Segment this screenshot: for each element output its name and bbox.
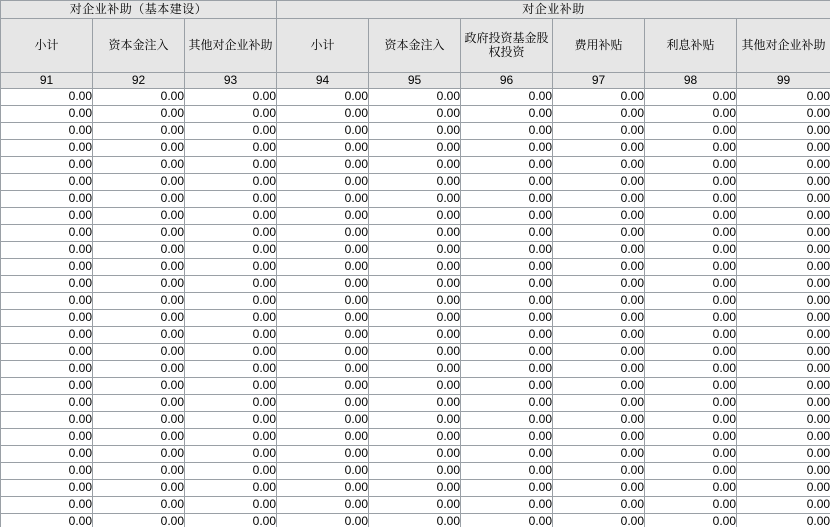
table-body: [1, 89, 830, 527]
table-cell[interactable]: 0.00: [369, 276, 461, 293]
table-cell[interactable]: 0.00: [461, 89, 553, 106]
table-row[interactable]: [1, 89, 830, 106]
table-cell[interactable]: 0.00: [553, 89, 645, 106]
table-cell[interactable]: 0.00: [737, 225, 830, 242]
table-cell[interactable]: 0.00: [645, 378, 737, 395]
table-cell[interactable]: 0.00: [1, 123, 93, 140]
table-cell[interactable]: 0.00: [461, 225, 553, 242]
table-cell[interactable]: 0.00: [553, 174, 645, 191]
table-cell[interactable]: 0.00: [1, 463, 93, 480]
table-cell[interactable]: 0.00: [461, 242, 553, 259]
table-row[interactable]: [1, 242, 830, 259]
column-header-98: 利息补贴: [645, 19, 737, 73]
table-cell[interactable]: 0.00: [737, 480, 830, 497]
table-cell[interactable]: 0.00: [369, 514, 461, 527]
table-cell[interactable]: 0.00: [277, 191, 369, 208]
table-cell[interactable]: 0.00: [369, 123, 461, 140]
table-cell[interactable]: 0.00: [185, 429, 277, 446]
table-cell[interactable]: 0.00: [277, 480, 369, 497]
table-cell[interactable]: 0.00: [737, 276, 830, 293]
table-cell[interactable]: 0.00: [645, 429, 737, 446]
table-cell[interactable]: 0.00: [645, 293, 737, 310]
table-cell[interactable]: 0.00: [645, 140, 737, 157]
table-cell[interactable]: 0.00: [369, 361, 461, 378]
table-cell[interactable]: 0.00: [1, 106, 93, 123]
table-cell[interactable]: 0.00: [737, 208, 830, 225]
table-cell[interactable]: 0.00: [277, 395, 369, 412]
table-cell[interactable]: 0.00: [553, 514, 645, 527]
table-cell[interactable]: 0.00: [461, 123, 553, 140]
table-cell[interactable]: 0.00: [277, 497, 369, 514]
table-cell[interactable]: 0.00: [93, 123, 185, 140]
table-cell[interactable]: 0.00: [737, 310, 830, 327]
table-cell[interactable]: 0.00: [185, 361, 277, 378]
table-row[interactable]: [1, 327, 830, 344]
table-cell[interactable]: 0.00: [645, 497, 737, 514]
table-cell[interactable]: 0.00: [277, 208, 369, 225]
table-cell[interactable]: 0.00: [1, 89, 93, 106]
table-cell[interactable]: 0.00: [553, 412, 645, 429]
table-cell[interactable]: 0.00: [185, 344, 277, 361]
table-cell[interactable]: 0.00: [737, 497, 830, 514]
table-cell[interactable]: 0.00: [185, 191, 277, 208]
table-cell[interactable]: 0.00: [645, 89, 737, 106]
table-cell[interactable]: 0.00: [369, 446, 461, 463]
table-cell[interactable]: 0.00: [645, 480, 737, 497]
table-cell[interactable]: 0.00: [277, 174, 369, 191]
column-number-95: 95: [369, 73, 461, 89]
table-cell[interactable]: 0.00: [645, 123, 737, 140]
table-cell[interactable]: 0.00: [1, 412, 93, 429]
table-cell[interactable]: 0.00: [369, 259, 461, 276]
table-cell[interactable]: 0.00: [553, 463, 645, 480]
column-header-96: 政府投资基金股权投资: [461, 19, 553, 73]
table-row[interactable]: [1, 174, 830, 191]
table-cell[interactable]: 0.00: [553, 497, 645, 514]
table-cell[interactable]: 0.00: [1, 480, 93, 497]
table-row[interactable]: [1, 310, 830, 327]
table-cell[interactable]: 0.00: [185, 497, 277, 514]
table-cell[interactable]: 0.00: [553, 361, 645, 378]
table-cell[interactable]: 0.00: [645, 225, 737, 242]
table-cell[interactable]: 0.00: [737, 361, 830, 378]
table-row[interactable]: [1, 429, 830, 446]
table-cell[interactable]: 0.00: [553, 225, 645, 242]
table-cell[interactable]: 0.00: [1, 327, 93, 344]
table-cell[interactable]: 0.00: [461, 480, 553, 497]
table-cell[interactable]: 0.00: [737, 293, 830, 310]
table-cell[interactable]: 0.00: [553, 395, 645, 412]
table-row[interactable]: [1, 191, 830, 208]
table-row[interactable]: [1, 157, 830, 174]
table-cell[interactable]: 0.00: [93, 344, 185, 361]
table-cell[interactable]: 0.00: [277, 225, 369, 242]
column-number-93: 93: [185, 73, 277, 89]
table-cell[interactable]: 0.00: [1, 361, 93, 378]
table-row[interactable]: [1, 361, 830, 378]
table-cell[interactable]: 0.00: [461, 259, 553, 276]
table-cell[interactable]: 0.00: [93, 395, 185, 412]
table-cell[interactable]: 0.00: [93, 446, 185, 463]
column-number-91: 91: [1, 73, 93, 89]
table-cell[interactable]: 0.00: [737, 242, 830, 259]
table-cell[interactable]: 0.00: [185, 259, 277, 276]
table-cell[interactable]: 0.00: [645, 327, 737, 344]
table-cell[interactable]: 0.00: [553, 276, 645, 293]
table-cell[interactable]: 0.00: [185, 378, 277, 395]
table-cell[interactable]: 0.00: [1, 225, 93, 242]
table-cell[interactable]: 0.00: [737, 412, 830, 429]
table-cell[interactable]: 0.00: [1, 395, 93, 412]
table-row[interactable]: [1, 463, 830, 480]
table-cell[interactable]: 0.00: [553, 310, 645, 327]
table-cell[interactable]: 0.00: [369, 310, 461, 327]
table-cell[interactable]: 0.00: [737, 446, 830, 463]
table-cell[interactable]: 0.00: [277, 293, 369, 310]
table-cell[interactable]: 0.00: [737, 106, 830, 123]
table-cell[interactable]: 0.00: [645, 157, 737, 174]
table-cell[interactable]: 0.00: [277, 361, 369, 378]
table-cell[interactable]: 0.00: [93, 327, 185, 344]
table-row[interactable]: [1, 395, 830, 412]
table-cell[interactable]: 0.00: [553, 157, 645, 174]
group-header-enterprise-subsidy: 对企业补助: [277, 1, 830, 19]
table-cell[interactable]: 0.00: [369, 327, 461, 344]
table-cell[interactable]: 0.00: [277, 123, 369, 140]
column-header-99: 其他对企业补助: [737, 19, 830, 73]
table-cell[interactable]: 0.00: [185, 310, 277, 327]
table-cell[interactable]: 0.00: [461, 276, 553, 293]
table-cell[interactable]: 0.00: [277, 327, 369, 344]
table-cell[interactable]: 0.00: [369, 106, 461, 123]
table-cell[interactable]: 0.00: [277, 89, 369, 106]
table-cell[interactable]: 0.00: [369, 157, 461, 174]
table-cell[interactable]: 0.00: [461, 446, 553, 463]
table-cell[interactable]: 0.00: [461, 395, 553, 412]
table-cell[interactable]: 0.00: [737, 514, 830, 527]
table-cell[interactable]: 0.00: [461, 310, 553, 327]
table-cell[interactable]: 0.00: [737, 174, 830, 191]
table-cell[interactable]: 0.00: [277, 463, 369, 480]
table-cell[interactable]: 0.00: [185, 106, 277, 123]
table-row[interactable]: [1, 208, 830, 225]
table-cell[interactable]: 0.00: [277, 310, 369, 327]
table-cell[interactable]: 0.00: [461, 344, 553, 361]
table-cell[interactable]: 0.00: [277, 276, 369, 293]
table-cell[interactable]: 0.00: [461, 174, 553, 191]
table-row[interactable]: [1, 514, 830, 527]
table-cell[interactable]: 0.00: [553, 140, 645, 157]
table-cell[interactable]: 0.00: [645, 106, 737, 123]
table-cell[interactable]: 0.00: [461, 361, 553, 378]
table-cell[interactable]: 0.00: [461, 412, 553, 429]
table-cell[interactable]: 0.00: [185, 225, 277, 242]
table-cell[interactable]: 0.00: [461, 327, 553, 344]
table-cell[interactable]: 0.00: [737, 344, 830, 361]
table-row[interactable]: [1, 276, 830, 293]
table-cell[interactable]: 0.00: [369, 191, 461, 208]
table-cell[interactable]: 0.00: [645, 361, 737, 378]
table-cell[interactable]: 0.00: [1, 378, 93, 395]
column-number-row: [1, 73, 830, 89]
table-row[interactable]: [1, 259, 830, 276]
table-cell[interactable]: 0.00: [1, 157, 93, 174]
table-cell[interactable]: 0.00: [185, 140, 277, 157]
table-cell[interactable]: 0.00: [277, 429, 369, 446]
table-cell[interactable]: 0.00: [645, 514, 737, 527]
table-cell[interactable]: 0.00: [1, 429, 93, 446]
column-header-94: 小计: [277, 19, 369, 73]
column-header-row: [1, 19, 830, 73]
table-cell[interactable]: 0.00: [185, 293, 277, 310]
table-cell[interactable]: 0.00: [1, 140, 93, 157]
table-cell[interactable]: 0.00: [1, 259, 93, 276]
table-cell[interactable]: 0.00: [461, 463, 553, 480]
table-cell[interactable]: 0.00: [185, 463, 277, 480]
table-cell[interactable]: 0.00: [553, 378, 645, 395]
table-cell[interactable]: 0.00: [277, 157, 369, 174]
table-cell[interactable]: 0.00: [461, 378, 553, 395]
table-row[interactable]: [1, 344, 830, 361]
column-header-91: 小计: [1, 19, 93, 73]
table-cell[interactable]: 0.00: [369, 378, 461, 395]
table-cell[interactable]: 0.00: [185, 276, 277, 293]
table-cell[interactable]: 0.00: [185, 157, 277, 174]
table-cell[interactable]: 0.00: [277, 514, 369, 527]
table-cell[interactable]: 0.00: [277, 446, 369, 463]
table-cell[interactable]: 0.00: [185, 395, 277, 412]
table-cell[interactable]: 0.00: [93, 361, 185, 378]
column-header-95: 资本金注入: [369, 19, 461, 73]
table-cell[interactable]: 0.00: [185, 123, 277, 140]
table-cell[interactable]: 0.00: [185, 412, 277, 429]
table-cell[interactable]: 0.00: [1, 497, 93, 514]
table-cell[interactable]: 0.00: [553, 191, 645, 208]
group-header-row: [1, 1, 830, 19]
table-row[interactable]: [1, 225, 830, 242]
table-row[interactable]: [1, 106, 830, 123]
table-cell[interactable]: 0.00: [185, 446, 277, 463]
table-cell[interactable]: 0.00: [461, 157, 553, 174]
table-cell[interactable]: 0.00: [461, 191, 553, 208]
table-cell[interactable]: 0.00: [93, 310, 185, 327]
table-cell[interactable]: 0.00: [737, 463, 830, 480]
table-cell[interactable]: 0.00: [737, 395, 830, 412]
column-number-94: 94: [277, 73, 369, 89]
table-row[interactable]: [1, 293, 830, 310]
table-cell[interactable]: 0.00: [645, 344, 737, 361]
table-cell[interactable]: 0.00: [461, 208, 553, 225]
table-cell[interactable]: 0.00: [369, 89, 461, 106]
table-cell[interactable]: 0.00: [369, 429, 461, 446]
table-cell[interactable]: 0.00: [185, 514, 277, 527]
table-cell[interactable]: 0.00: [93, 157, 185, 174]
table-cell[interactable]: 0.00: [277, 242, 369, 259]
table-cell[interactable]: 0.00: [645, 276, 737, 293]
column-header-92: 资本金注入: [93, 19, 185, 73]
table-cell[interactable]: 0.00: [1, 174, 93, 191]
table-cell[interactable]: 0.00: [553, 327, 645, 344]
column-number-99: 99: [737, 73, 830, 89]
table-cell[interactable]: 0.00: [737, 327, 830, 344]
table-cell[interactable]: 0.00: [645, 446, 737, 463]
table-cell[interactable]: 0.00: [93, 276, 185, 293]
table-cell[interactable]: 0.00: [185, 480, 277, 497]
table-cell[interactable]: 0.00: [369, 174, 461, 191]
table-cell[interactable]: 0.00: [1, 293, 93, 310]
table-cell[interactable]: 0.00: [553, 123, 645, 140]
table-cell[interactable]: 0.00: [645, 463, 737, 480]
table-cell[interactable]: 0.00: [93, 429, 185, 446]
table-cell[interactable]: 0.00: [93, 497, 185, 514]
table-cell[interactable]: 0.00: [737, 157, 830, 174]
table-cell[interactable]: 0.00: [369, 140, 461, 157]
table-cell[interactable]: 0.00: [645, 259, 737, 276]
table-row[interactable]: [1, 446, 830, 463]
table-cell[interactable]: 0.00: [93, 378, 185, 395]
table-cell[interactable]: 0.00: [93, 174, 185, 191]
column-number-96: 96: [461, 73, 553, 89]
table-cell[interactable]: 0.00: [645, 208, 737, 225]
table-cell[interactable]: 0.00: [737, 123, 830, 140]
table-cell[interactable]: 0.00: [185, 208, 277, 225]
table-cell[interactable]: 0.00: [93, 106, 185, 123]
table-cell[interactable]: 0.00: [369, 463, 461, 480]
table-cell[interactable]: 0.00: [645, 412, 737, 429]
table-row[interactable]: [1, 378, 830, 395]
table-header: [1, 1, 830, 89]
table-cell[interactable]: 0.00: [461, 497, 553, 514]
table-cell[interactable]: 0.00: [553, 344, 645, 361]
group-header-capital-construction: 对企业补助（基本建设）: [1, 1, 277, 19]
table-cell[interactable]: 0.00: [553, 242, 645, 259]
table-cell[interactable]: 0.00: [369, 208, 461, 225]
table-cell[interactable]: 0.00: [369, 344, 461, 361]
table-cell[interactable]: 0.00: [1, 242, 93, 259]
table-cell[interactable]: 0.00: [737, 191, 830, 208]
table-cell[interactable]: 0.00: [277, 412, 369, 429]
table-cell[interactable]: 0.00: [93, 480, 185, 497]
table-cell[interactable]: 0.00: [1, 514, 93, 527]
table-cell[interactable]: 0.00: [369, 293, 461, 310]
table-cell[interactable]: 0.00: [553, 480, 645, 497]
table-cell[interactable]: 0.00: [553, 208, 645, 225]
table-cell[interactable]: 0.00: [93, 259, 185, 276]
table-cell[interactable]: 0.00: [185, 89, 277, 106]
table-cell[interactable]: 0.00: [553, 259, 645, 276]
table-cell[interactable]: 0.00: [369, 395, 461, 412]
table-cell[interactable]: 0.00: [93, 514, 185, 527]
table-cell[interactable]: 0.00: [93, 89, 185, 106]
table-cell[interactable]: 0.00: [93, 293, 185, 310]
column-header-93: 其他对企业补助: [185, 19, 277, 73]
table-cell[interactable]: 0.00: [737, 259, 830, 276]
table-cell[interactable]: 0.00: [93, 412, 185, 429]
table-cell[interactable]: 0.00: [93, 463, 185, 480]
table-cell[interactable]: 0.00: [93, 140, 185, 157]
table-cell[interactable]: 0.00: [737, 378, 830, 395]
table-cell[interactable]: 0.00: [737, 429, 830, 446]
table-row[interactable]: [1, 480, 830, 497]
table-cell[interactable]: 0.00: [553, 293, 645, 310]
column-header-97: 费用补贴: [553, 19, 645, 73]
table-cell[interactable]: 0.00: [277, 259, 369, 276]
table-cell[interactable]: 0.00: [93, 225, 185, 242]
table-cell[interactable]: 0.00: [1, 446, 93, 463]
table-cell[interactable]: 0.00: [93, 191, 185, 208]
table-cell[interactable]: 0.00: [461, 140, 553, 157]
table-cell[interactable]: 0.00: [645, 310, 737, 327]
table-cell[interactable]: 0.00: [1, 310, 93, 327]
table-cell[interactable]: 0.00: [737, 89, 830, 106]
table-cell[interactable]: 0.00: [645, 242, 737, 259]
table-cell[interactable]: 0.00: [1, 191, 93, 208]
table-cell[interactable]: 0.00: [1, 276, 93, 293]
table-cell[interactable]: 0.00: [461, 514, 553, 527]
table-cell[interactable]: 0.00: [185, 327, 277, 344]
table-cell[interactable]: 0.00: [277, 106, 369, 123]
table-cell[interactable]: 0.00: [645, 191, 737, 208]
table-cell[interactable]: 0.00: [461, 429, 553, 446]
table-cell[interactable]: 0.00: [185, 242, 277, 259]
table-cell[interactable]: 0.00: [93, 208, 185, 225]
table-cell[interactable]: 0.00: [369, 225, 461, 242]
table-cell[interactable]: 0.00: [277, 344, 369, 361]
table-cell[interactable]: 0.00: [553, 106, 645, 123]
table-cell[interactable]: 0.00: [369, 412, 461, 429]
table-row[interactable]: [1, 412, 830, 429]
table-cell[interactable]: 0.00: [369, 480, 461, 497]
table-cell[interactable]: 0.00: [93, 242, 185, 259]
table-cell[interactable]: 0.00: [737, 140, 830, 157]
table-row[interactable]: [1, 497, 830, 514]
column-number-98: 98: [645, 73, 737, 89]
table-cell[interactable]: 0.00: [185, 174, 277, 191]
table-cell[interactable]: 0.00: [645, 395, 737, 412]
table-cell[interactable]: 0.00: [645, 174, 737, 191]
column-number-97: 97: [553, 73, 645, 89]
table-cell[interactable]: 0.00: [461, 106, 553, 123]
table-cell[interactable]: 0.00: [277, 140, 369, 157]
table-cell[interactable]: 0.00: [1, 344, 93, 361]
table-row[interactable]: [1, 140, 830, 157]
table-cell[interactable]: 0.00: [1, 208, 93, 225]
table-cell[interactable]: 0.00: [369, 242, 461, 259]
table-cell[interactable]: 0.00: [553, 429, 645, 446]
table-cell[interactable]: 0.00: [553, 446, 645, 463]
column-number-92: 92: [93, 73, 185, 89]
table-cell[interactable]: 0.00: [277, 378, 369, 395]
table-row[interactable]: [1, 123, 830, 140]
table-cell[interactable]: 0.00: [461, 293, 553, 310]
table-cell[interactable]: 0.00: [369, 497, 461, 514]
